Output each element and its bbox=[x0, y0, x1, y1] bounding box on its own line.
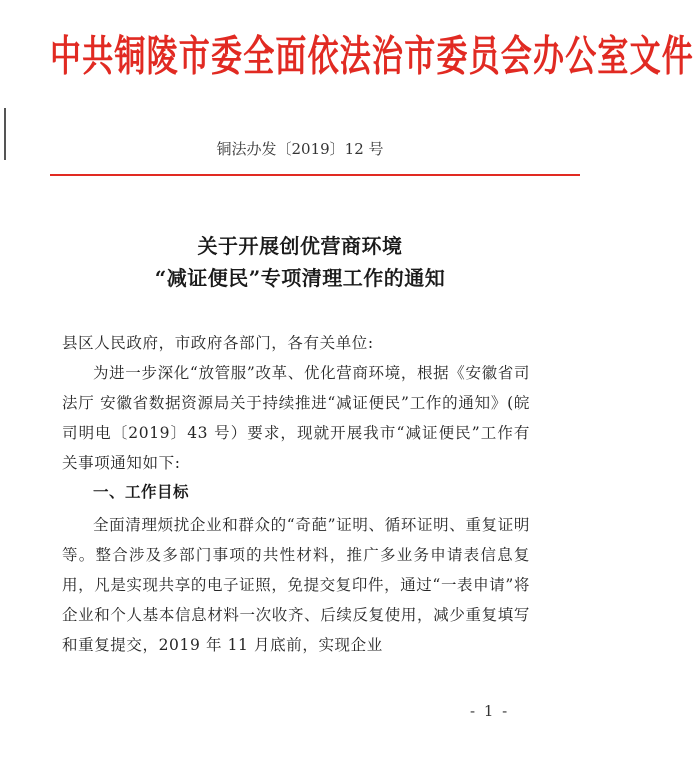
section-heading-goals: 一、工作目标 bbox=[93, 483, 190, 501]
body-paragraph-2: 全面清理烦扰企业和群众的“奇葩”证明、循环证明、重复证明等。整合涉及多部门事项的共性材料，推广多业务申请表信息复用，凡是实现共享的电子证照，免提交复印件，通过“一表申请”将企业和个人基本信息材料一次收齐、后续反复使用，减少重复填写和重复提交，2019 年 11 月底前，实现企业 bbox=[62, 516, 530, 654]
page-number: - 1 - bbox=[470, 702, 510, 720]
body-paragraph-1: 为进一步深化“放管服”改革、优化营商环境，根据《安徽省司法厅 安徽省数据资源局关于持续推进“减证便民”工作的通知》(皖司明电〔2019〕43 号）要求，现就开展我市“减证便民”工作有关事项通知如下: bbox=[62, 364, 530, 472]
addressee-line: 县区人民政府，市政府各部门，各有关单位: bbox=[62, 334, 374, 352]
document-number: 铜法办发〔2019〕12 号 bbox=[216, 140, 384, 158]
header-red-rule bbox=[50, 174, 580, 176]
notice-title-line2: “减证便民”专项清理工作的通知 bbox=[154, 266, 446, 290]
notice-title-line1: 关于开展创优营商环境 bbox=[197, 234, 403, 258]
org-header-title: 中共铜陵市委全面依法治市委员会办公室文件 bbox=[50, 32, 694, 82]
